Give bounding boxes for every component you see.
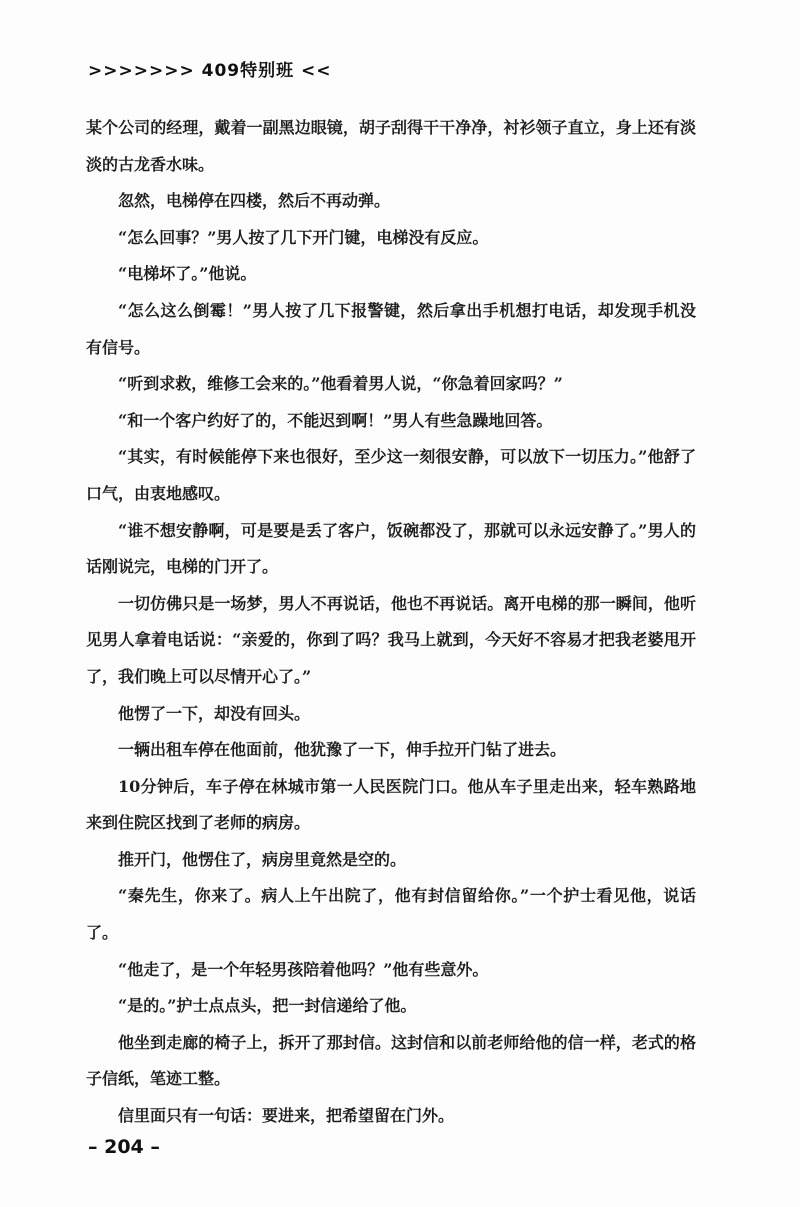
- paragraph: “和一个客户约好了的，不能迟到啊！”男人有些急躁地回答。: [118, 410, 553, 430]
- page-number: – 204 –: [88, 1136, 160, 1158]
- paragraph: 一切仿佛只是一场梦，男人不再说话，他也不再说话。离开电梯的那一瞬间，他听见男人拿着电话说：“亲爱的，你到了吗？我马上就到，今天好不容易才把我老婆甩开了，我们晚上可以尽情开心了。”: [86, 593, 696, 686]
- paragraph: “是的。”护士点点头，把一封信递给了他。: [118, 996, 417, 1016]
- body-text: [86, 110, 696, 1135]
- paragraph: “怎么这么倒霉！”男人按了几下报警键，然后拿出手机想打电话，却发现手机没有信号。: [86, 300, 696, 357]
- running-head-title: >>>>>>> 409特别班 <<: [88, 61, 332, 81]
- paragraph: 他愣了一下，却没有回头。: [118, 703, 311, 723]
- paragraph: “听到求救，维修工会来的。”他看着男人说，“你急着回家吗？”: [118, 374, 563, 394]
- paragraph: “其实，有时候能停下来也很好，至少这一刻很安静，可以放下一切压力。”他舒了口气，由衷地感叹。: [86, 447, 696, 503]
- paragraph: “怎么回事？”男人按了几下开门键，电梯没有反应。: [118, 227, 489, 247]
- paragraph: “秦先生，你来了。病人上午出院了，他有封信留给你。”一个护士看见他，说话了。: [86, 886, 696, 943]
- paragraph: 某个公司的经理，戴着一副黑边眼镜，胡子刮得干干净净，衬衫领子直立，身上还有淡淡的古龙香水味。: [86, 118, 696, 174]
- paragraph: 信里面只有一句话：要进来，把希望留在门外。: [118, 1106, 455, 1126]
- paragraph: “电梯坏了。”他说。: [118, 264, 257, 284]
- paragraph: 10分钟后，车子停在林城市第一人民医院门口。他从车子里走出来，轻车熟路地来到住院区找到了老师的病房。: [86, 776, 696, 833]
- paragraph: “谁不想安静啊，可是要是丢了客户，饭碗都没了，那就可以永远安静了。”男人的话刚说完，电梯的门开了。: [86, 520, 696, 577]
- paragraph: “他走了，是一个年轻男孩陪着他吗？”他有些意外。: [118, 959, 489, 979]
- paragraph: 他坐到走廊的椅子上，拆开了那封信。这封信和以前老师给他的信一样，老式的格子信纸，笔迹工整。: [86, 1032, 696, 1089]
- paragraph: 推开门，他愣住了，病房里竟然是空的。: [118, 849, 407, 869]
- paragraph: 一辆出租车停在他面前，他犹豫了一下，伸手拉开门钻了进去。: [118, 740, 567, 760]
- paragraph: 忽然，电梯停在四楼，然后不再动弹。: [118, 191, 391, 211]
